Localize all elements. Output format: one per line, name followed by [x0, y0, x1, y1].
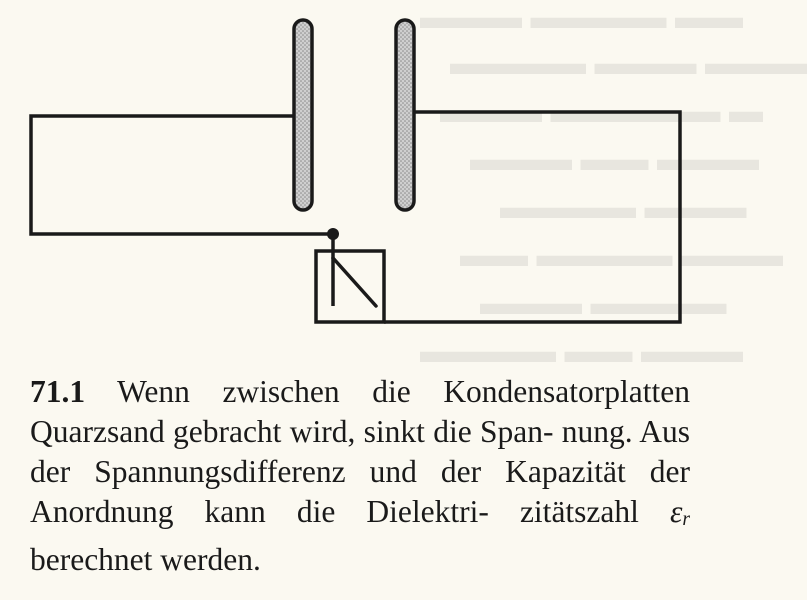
caption-line-1: Wenn zwischen die Kondensatorplatten: [117, 374, 690, 409]
figure-caption: [30, 372, 690, 580]
right-plate-icon: [396, 20, 414, 210]
figure-number: 71.1: [30, 374, 86, 409]
caption-line-4: Kapazität der Anordnung kann die Dielektri-: [30, 454, 691, 529]
caption-line-5: zitätszahl: [519, 494, 639, 529]
left-wire: [31, 116, 333, 234]
right-wire: [384, 112, 680, 322]
caption-line-3: nung. Aus der Spannungsdifferenz und der: [30, 414, 690, 489]
show-through-texture: ▬▬▬ ▬▬▬▬ ▬▬ ▬▬▬▬ ▬▬▬ ▬▬▬ ▬▬▬ ▬▬▬▬▬ ▬ ▬▬▬ ▬▬ ▬▬▬ ▬▬▬▬ ▬▬▬ ▬▬ ▬▬▬▬ ▬▬▬ ▬▬▬ ▬▬▬▬ ▬▬▬▬ ▬▬ ▬▬▬: [420, 0, 807, 370]
symbol-epsilon: ε: [669, 494, 683, 529]
caption-end: berechnet werden.: [30, 541, 261, 577]
left-plate-icon: [294, 20, 312, 210]
caption-line-2: Quarzsand gebracht wird, sinkt die Span-: [30, 414, 554, 449]
symbol-subscript: r: [682, 508, 691, 530]
permittivity-symbol: [670, 494, 690, 529]
electroscope-icon: [316, 234, 384, 322]
